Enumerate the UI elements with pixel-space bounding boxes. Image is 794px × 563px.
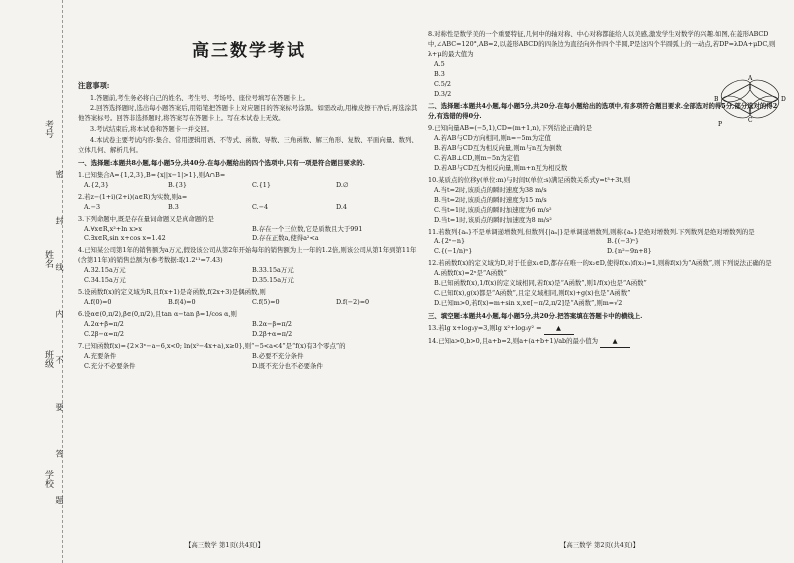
question-option: B.3 — [168, 202, 179, 211]
seal-text: 密 封 线 内 不 要 答 题 — [55, 170, 64, 522]
question-option: A.2α+β=π/2 — [84, 319, 124, 328]
question-option: B.{3} — [168, 180, 187, 189]
notice-heading: 注意事项: — [78, 81, 110, 91]
page-title: 高三数学考试 — [192, 41, 306, 61]
question-option: D.当t=1时,该质点的瞬时加速度为8 m/s² — [434, 215, 552, 224]
fill-question-text: 14.已知a>0,b>0,且a+b=2,则a+(a+b+1)/ab的最小值为 — [428, 336, 601, 345]
answer-blank: ▲ — [544, 324, 574, 335]
question-option: B.存在一个三位数,它是质数且大于991 — [252, 224, 363, 233]
footer-left: 【高三数学 第1页(共4页)】 — [185, 541, 265, 549]
notice-item: 4.本试卷主要考试内容:集合、常用逻辑用语、不等式、函数、导数、三角函数、解三角形、复数、平面向量、数列、立体几何、解析几何。 — [78, 136, 418, 155]
fig-label-b: B — [714, 96, 719, 103]
question-option: B.{(−3)ⁿ} — [607, 237, 640, 246]
fill-question — [428, 337, 780, 348]
question — [428, 176, 780, 226]
question-stem: 7.已知函数f(x)={2×3ˣ−a−6,x<0; ln(x²−4x+a),x≥0},则“−5<a<4”是“f(x)有3个零点”的 — [78, 341, 346, 350]
fig-label-p: P — [718, 121, 723, 128]
binding-margin — [0, 0, 63, 563]
question-option: D.存在正数a,使得a²<a — [252, 234, 319, 243]
question-option: A.32.15a万元 — [84, 266, 126, 275]
question-option: A.5 — [434, 59, 445, 68]
question-stem: 1.已知集合A={1,2,3},B={x||x−1|>1},则A∩B= — [78, 170, 226, 179]
question-stem: 8.对称性是数学美的一个重要特征,几何中的轴对称、中心对称都能给人以美感,激发学生对数学的兴趣.如图,在菱形ABCD中,∠ABC=120°,AB=2,以菱形ABCD的四条边为直径向外作四个半圆,P是这四个半圆弧上的一动点,若DP=λDA+μDC,则λ+μ的最大值为 — [428, 30, 776, 58]
question-option: B.3 — [434, 69, 445, 78]
question-option: B.f(4)=0 — [168, 298, 196, 307]
section3-heading: 三、填空题:本题共4小题,每小题5分,共20分.把答案填在答题卡中的横线上. — [428, 311, 643, 320]
question-option: D.已知m>0,若f(x)=m+sin x,x∈[−π/2,π/2]是“A函数”,则m=√2 — [434, 298, 623, 307]
question-stem: 2.若z−(1+i)(2+i)(a∈R)为实数,则a= — [78, 192, 188, 201]
question — [78, 310, 420, 340]
question-option: D.f(−2)=0 — [336, 298, 370, 307]
question-option: A.−3 — [84, 202, 101, 211]
school-label: 学校 — [43, 470, 53, 488]
section2-heading: 二、选择题:本题共4小题,每小题5分,共20分.在每小题给出的选项中,有多项符合题目要求.全部选对的得5分,部分选对的得2分,有选错的得0分. — [428, 102, 778, 121]
question-option: D.2β+α=π/2 — [252, 329, 293, 338]
fig-label-a: A — [748, 75, 753, 82]
question — [78, 215, 420, 245]
questions-right2 — [428, 124, 780, 309]
question-option: C.{(−1/n)ⁿ} — [434, 247, 473, 256]
question-option: A.f(0)=0 — [84, 298, 112, 307]
question-option: B.2α−β=π/2 — [252, 319, 292, 328]
fig-label-c: C — [748, 117, 753, 124]
fig-label-d: D — [781, 96, 786, 103]
question — [78, 342, 420, 372]
question-option: B.当t=2时,该质点的瞬时速度为15 m/s — [434, 195, 547, 204]
seat-label: 考号 — [43, 120, 53, 138]
question-stem: 10.某质点的位移y(单位:m)与时间t(单位:s)满足函数关系式y=t³+3t,则 — [428, 175, 631, 184]
question-option: A.函数f(x)=2ˣ是“A函数” — [434, 269, 507, 278]
question-option: B.33.15a万元 — [252, 266, 294, 275]
fill-question-text: 13.若lg x+log₃y=3,则lg x²+log₃y² = — [428, 323, 544, 332]
answer-blank: ▲ — [600, 337, 630, 348]
fill-questions — [428, 324, 780, 348]
footer-right: 【高三数学 第2页(共4页)】 — [560, 541, 640, 549]
question-stem: 9.已知向量AB=(−5,1),CD=(m+1,n),下列结论正确的是 — [428, 124, 592, 133]
question — [78, 288, 420, 308]
notice-item: 1.答题前,考生务必将自己的姓名、考生号、考场号、座位号填写在答题卡上。 — [90, 93, 310, 102]
question-option: C.∃x∈R,sin x+cos x=1.42 — [84, 234, 166, 243]
question-option: A.{2,3} — [84, 180, 109, 189]
question-option: A.∀x∈R,x²+ln x>x — [84, 224, 142, 233]
question-stem: 6.设α∈(0,π/2),β∈(0,π/2),且tan α−tan β=1/cos α,则 — [78, 309, 237, 318]
question-option: D.4 — [336, 202, 347, 211]
question-option: C.34.15a万元 — [84, 276, 126, 285]
question — [428, 259, 780, 309]
notice-item: 3.考试结束后,将本试卷和答题卡一并交回。 — [90, 125, 214, 134]
question-option: A.充要条件 — [84, 351, 117, 360]
question-option: C.充分不必要条件 — [84, 361, 136, 370]
question-option: C.当t=1时,该质点的瞬时加速度为6 m/s² — [434, 205, 552, 214]
question-option: C.已知f(x),g(x)都是“A函数”,且定义域相同,则f(x)+g(x)也是“A函数” — [434, 289, 631, 298]
question-option: B.必要不充分条件 — [252, 351, 304, 360]
questions-left — [78, 171, 420, 372]
question-option: D.∅ — [336, 180, 349, 189]
question-option: D.35.15a万元 — [252, 276, 294, 285]
notice-list — [78, 94, 420, 157]
class-label: 班级 — [43, 350, 53, 368]
question-option: C.−4 — [252, 202, 269, 211]
question-option: D.若AB与CD互为相反向量,则m+n互为相反数 — [434, 163, 568, 172]
question-option: C.{1} — [252, 180, 271, 189]
question-option: C.5/2 — [434, 79, 451, 88]
question-stem: 11.若数列{aₙ}不是单调递增数列,但数列{|aₙ|}是单调递增数列,则称{aₙ}是绝对增数列.下列数列是绝对增数列的是 — [428, 227, 755, 236]
question-option: C.f(5)=0 — [252, 298, 280, 307]
question-stem: 3.下列命题中,既是存在量词命题又是真命题的是 — [78, 214, 214, 223]
question-option: A.当t=2时,该质点的瞬时速度为38 m/s — [434, 185, 547, 194]
question-stem: 4.已知某公司第1年的销售额为a万元,假设该公司从第2年开始每年的销售额为上一年的1.2倍,则该公司从第1年到第11年(含第11年)的销售总额为(参考数据:取1.2¹¹=7.43) — [78, 246, 417, 265]
question-stem: 5.设函数f(x)的定义域为R,且f(x+1)是奇函数,f(2x+3)是偶函数,则 — [78, 288, 266, 297]
question-option: C.若AB⊥CD,则m−5n为定值 — [434, 154, 520, 163]
name-label: 姓名 — [43, 250, 53, 268]
rhombus-figure — [710, 66, 790, 132]
section1-heading: 一、选择题:本题共8小题,每小题5分,共40分.在每小题给出的四个选项中,只有一项是符合题目要求的. — [78, 159, 365, 168]
question — [78, 246, 420, 286]
question-option: C.2β−α=π/2 — [84, 329, 124, 338]
question — [78, 193, 420, 213]
question-option: D.{n²−9n+8} — [607, 247, 652, 256]
question-option: D.既不充分也不必要条件 — [252, 361, 323, 370]
question-option: B.已知函数f(x),1/f(x)的定义域相同,若f(x)是“A函数”,则1/f(x)也是“A函数” — [434, 279, 647, 288]
fill-question — [428, 324, 780, 335]
question — [78, 171, 420, 191]
question — [428, 228, 780, 258]
question-option: A.{2ⁿ−n} — [434, 237, 466, 246]
question-option: D.3/2 — [434, 89, 452, 98]
question-option: A.若AB与CD方向相同,则n=−5m为定值 — [434, 134, 551, 143]
notice-item: 2.回答选择题时,选出每小题答案后,用铅笔把答题卡上对应题目的答案标号涂黑。如需改动,用橡皮擦干净后,再选涂其他答案标号。回答非选择题时,将答案写在答题卡上。写在本试卷上无效。 — [78, 104, 418, 123]
question-option: B.若AB与CD互为相反向量,则m与n互为倒数 — [434, 144, 562, 153]
question-stem: 12.若函数f(x)的定义域为D,对于任意x₁∈D,都存在唯一的x₂∈D,使得f(x₁)f(x₂)=1,则称f(x)为“A函数”,则下列说法正确的是 — [428, 259, 772, 268]
left-column — [78, 28, 420, 371]
